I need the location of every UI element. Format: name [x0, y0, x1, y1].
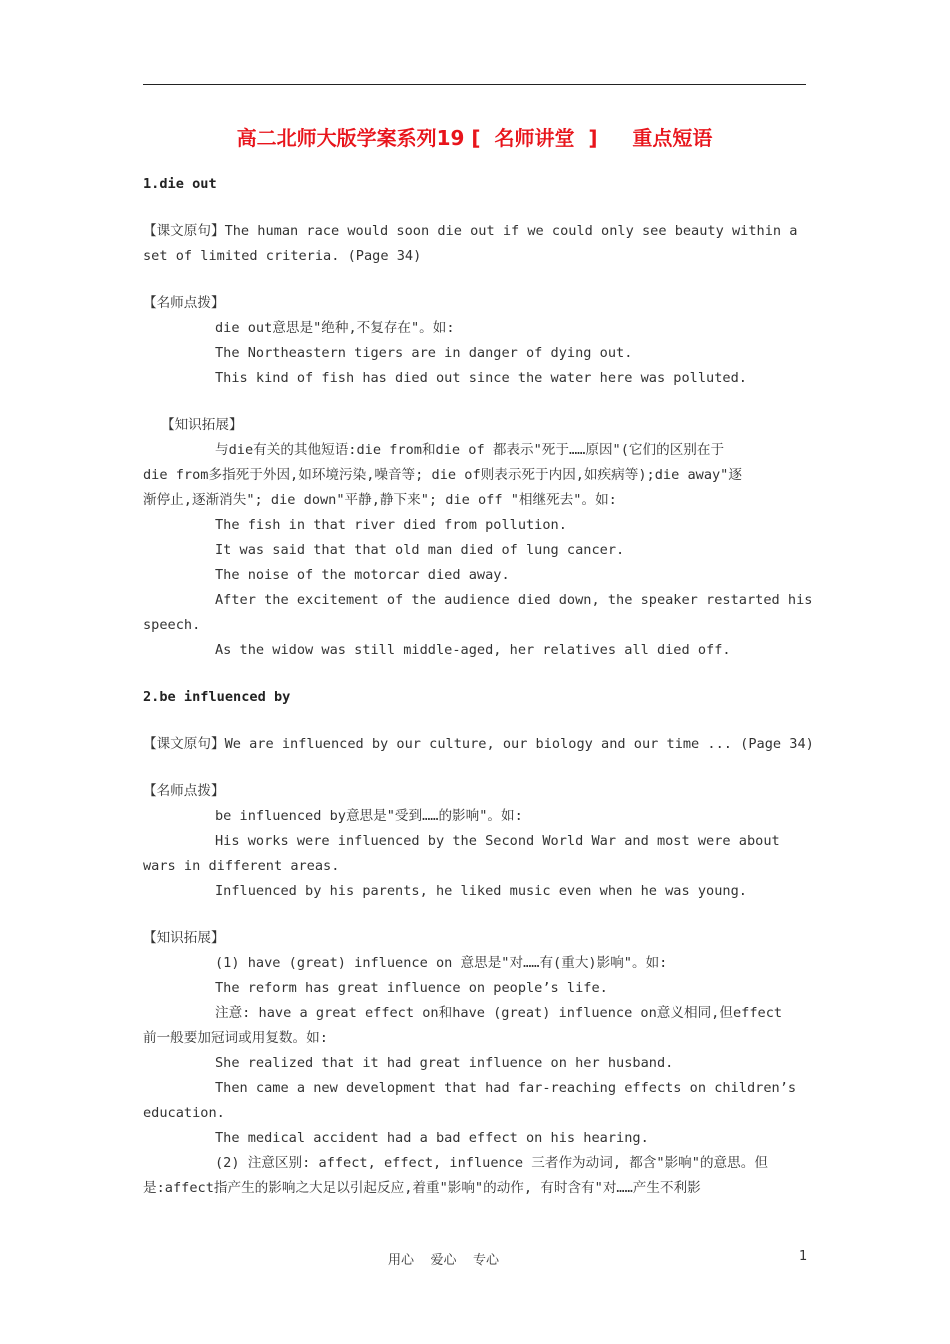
tip-line: His works were influenced by the Second World War and most were about	[215, 833, 780, 849]
extension-line: die from多指死于外因,如环境污染,噪音等; die of则表示死于内因,如疾病等);die away"逐	[143, 467, 742, 483]
text-quote-cont: set of limited criteria. (Page 34)	[143, 248, 422, 264]
text-quote-line	[143, 219, 808, 244]
text-label: 【课文原句】	[143, 223, 225, 239]
text-label: 【课文原句】	[143, 736, 225, 752]
section-heading: 2.be influenced by	[143, 689, 291, 705]
extension-line: 渐停止,逐渐消失"; die down"平静,静下来"; die off "相继死去"。如:	[143, 492, 617, 508]
text-quote-line	[143, 732, 814, 757]
extension-cont: 是:affect指产生的影响之大足以引起反应,着重"影响"的动作, 有时含有"对……产生不利影	[143, 1180, 701, 1196]
extension-line: The reform has great influence on people’s life.	[215, 980, 608, 996]
header-rule	[143, 84, 806, 85]
extension-line: (1) have (great) influence on 意思是"对……有(重大)影响"。如:	[215, 955, 668, 971]
tip-line: The Northeastern tigers are in danger of dying out.	[215, 345, 633, 361]
extension-label: 【知识拓展】	[143, 930, 225, 946]
extension-line: 注意: have a great effect on和have (great) influence on意义相同,但effect	[215, 1005, 783, 1021]
tip-line: Influenced by his parents, he liked music even when he was young.	[215, 883, 747, 899]
example-line: After the excitement of the audience died down, the speaker restarted his	[215, 592, 813, 608]
example-line: The fish in that river died from pollution.	[215, 517, 567, 533]
extension-line: The medical accident had a bad effect on his hearing.	[215, 1130, 649, 1146]
extension-line: (2) 注意区别: affect, effect, influence 三者作为动词, 都含"影响"的意思。但	[215, 1155, 768, 1171]
example-cont: speech.	[143, 617, 201, 633]
document-body	[143, 172, 814, 1201]
text-quote: We are influenced by our culture, our biology and our time ... (Page 34)	[224, 736, 814, 752]
page-title: 高二北师大版学案系列19 [ 名师讲堂 ] 重点短语	[236, 126, 713, 150]
tip-line: be influenced by意思是"受到……的影响"。如:	[215, 808, 523, 824]
extension-cont: 前一般要加冠词或用复数。如:	[143, 1030, 328, 1046]
extension-line: 与die有关的其他短语:die from和die of 都表示"死于……原因"(它们的区别在于	[215, 442, 725, 458]
footer-motto: 用心 爱心 专心	[388, 1253, 500, 1268]
tip-line: die out意思是"绝种,不复存在"。如:	[215, 320, 455, 336]
example-line: As the widow was still middle-aged, her relatives all died off.	[215, 642, 731, 658]
tip-line: This kind of fish has died out since the water here was polluted.	[215, 370, 747, 386]
tip-cont: wars in different areas.	[143, 858, 340, 874]
tips-label: 【名师点拨】	[143, 783, 225, 799]
example-line: The noise of the motorcar died away.	[215, 567, 510, 583]
example-line: It was said that that old man died of lung cancer.	[215, 542, 625, 558]
page-number: 1	[799, 1249, 808, 1264]
extension-line: Then came a new development that had far-reaching effects on children’s	[215, 1080, 797, 1096]
tips-label: 【名师点拨】	[143, 295, 225, 311]
extension-label: 【知识拓展】	[161, 417, 243, 433]
extension-line: She realized that it had great influence on her husband.	[215, 1055, 674, 1071]
text-quote: The human race would soon die out if we could only see beauty within a	[224, 223, 798, 239]
section-heading: 1.die out	[143, 176, 217, 192]
extension-cont: education.	[143, 1105, 225, 1121]
